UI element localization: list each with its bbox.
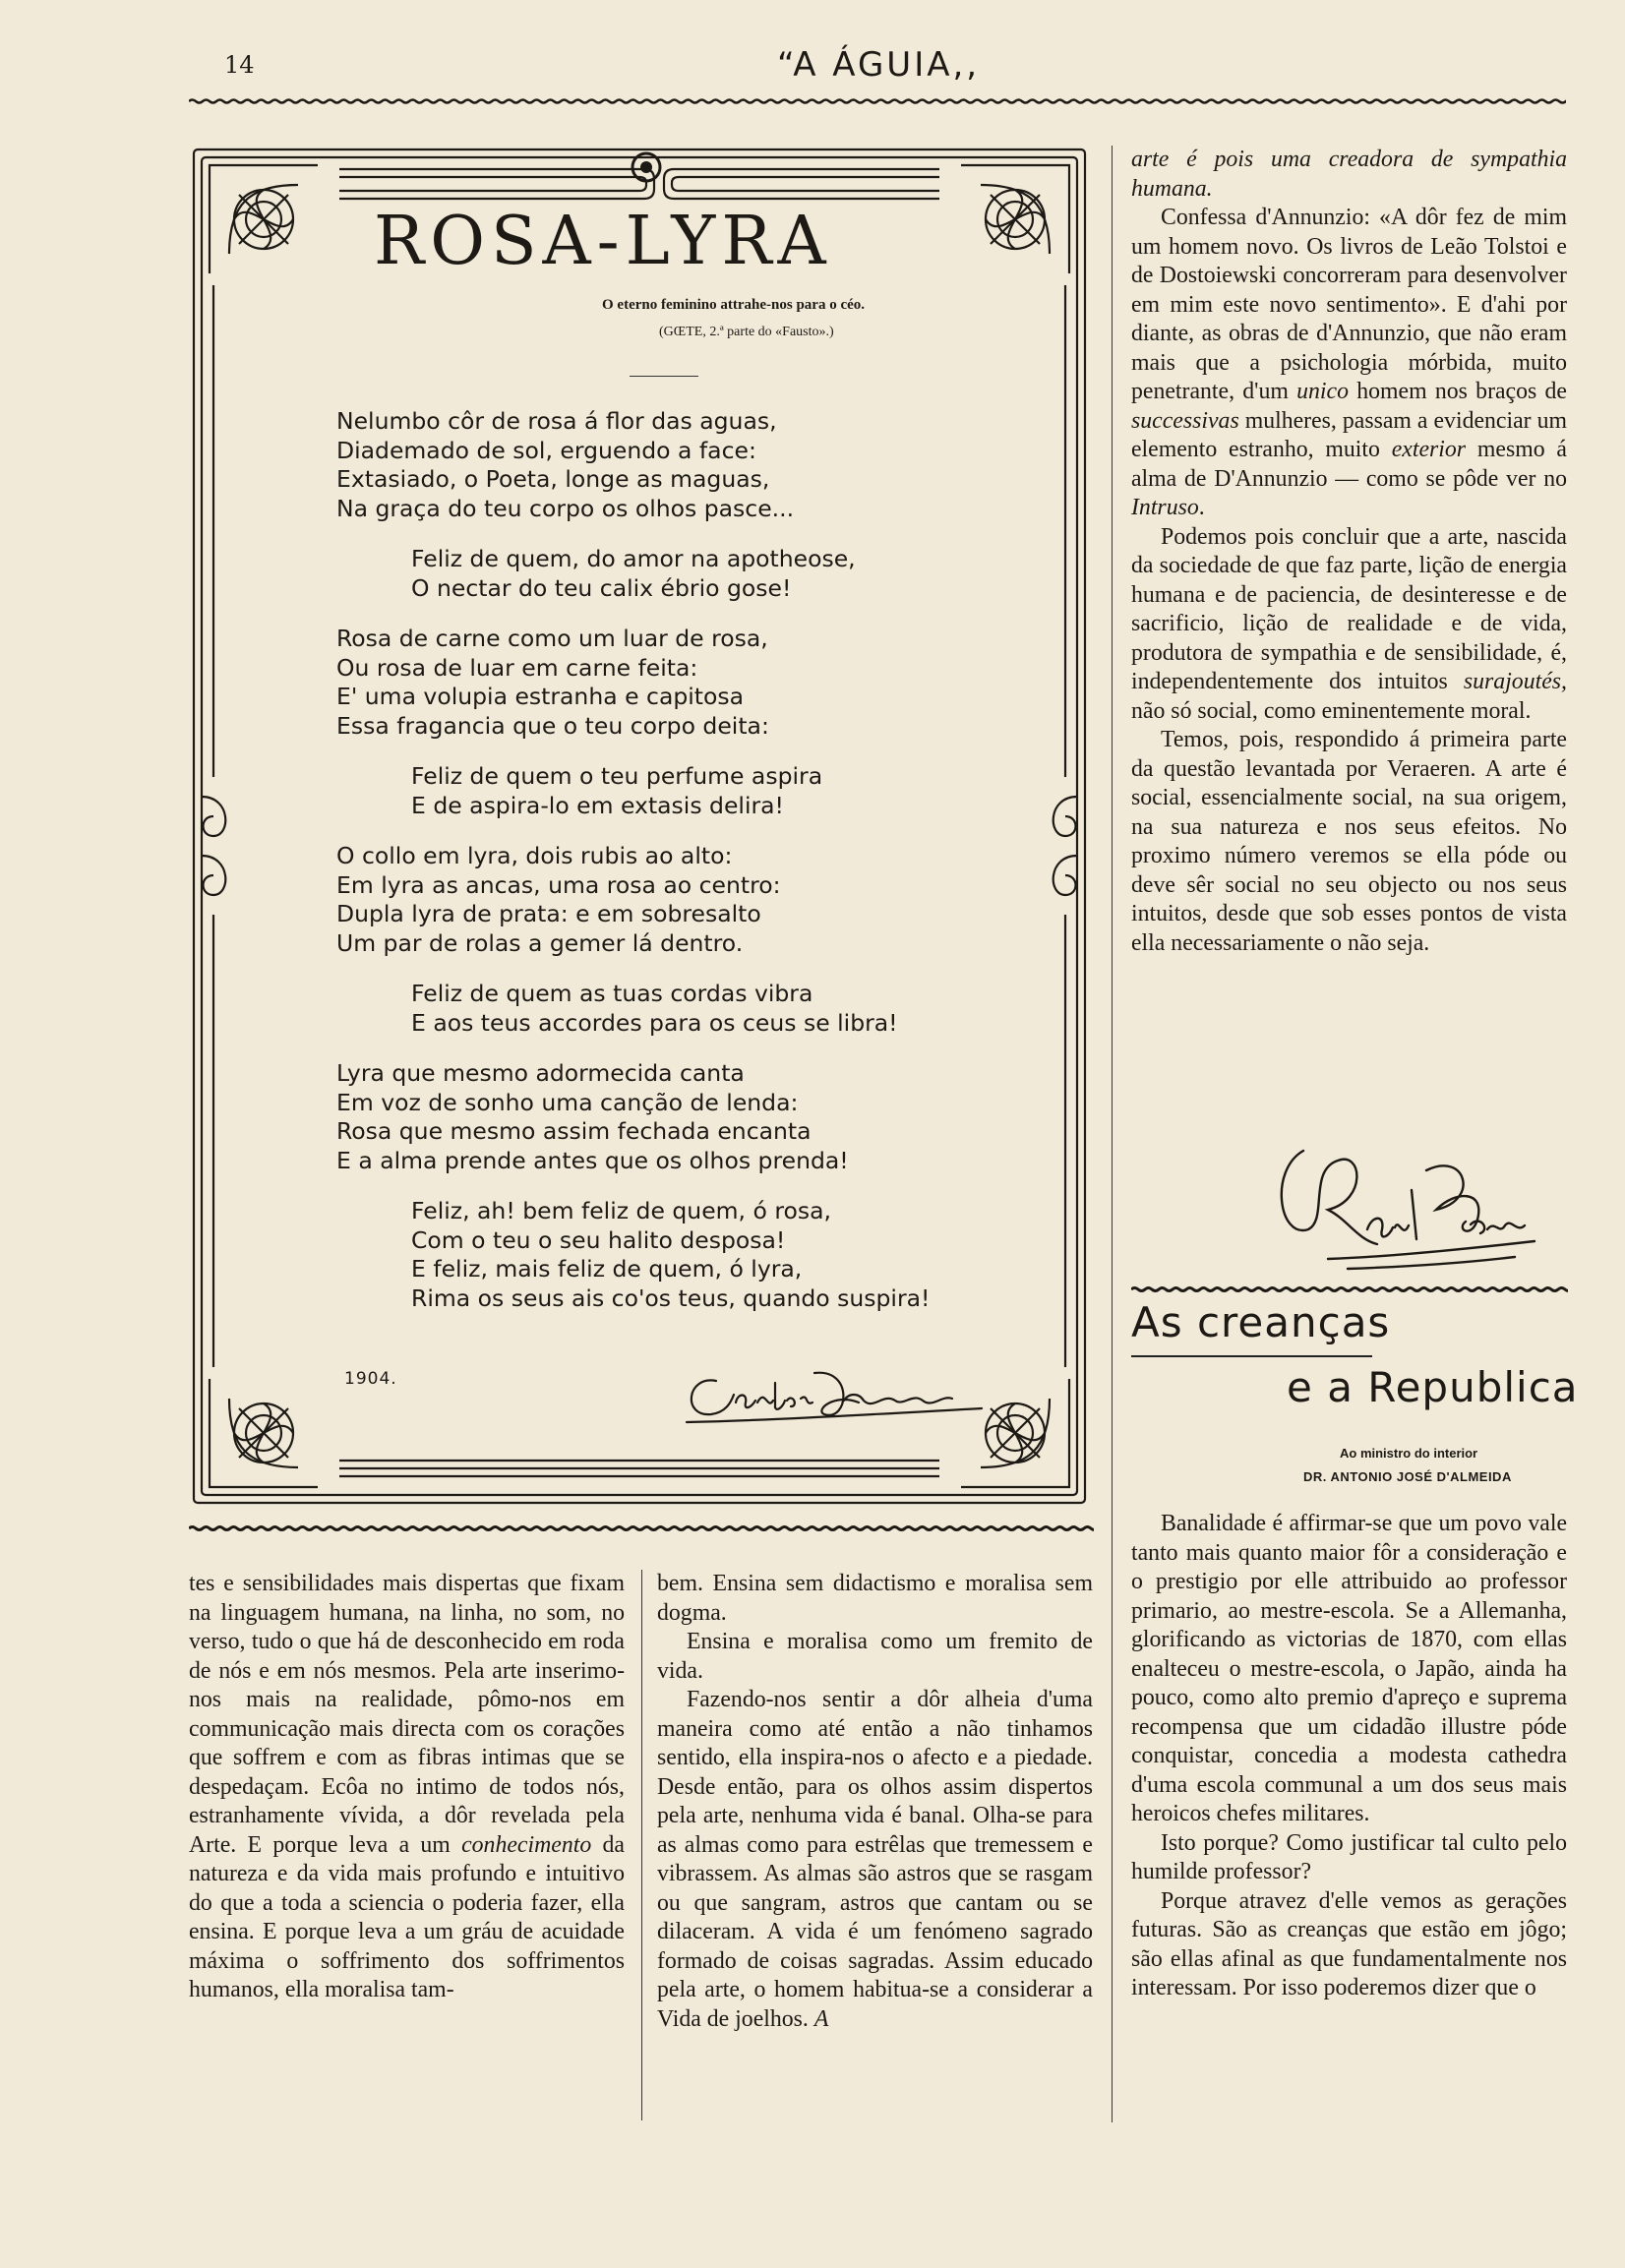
header-wavy-rule: [189, 96, 1566, 106]
poem-refrain: [336, 980, 976, 1038]
paragraph: [1131, 204, 1567, 523]
paragraph: Banalidade é affirmar-se que um povo vale tanto mais quanto maior fôr a consideração e o prestigio por elle attribuido ao professor primario, ao mestre-escola. Se a Allemanha, glorificando as victorias de 1870, com ellas enalteceu o mestre-escola, o Japão, ainda ha pouco, como alto premio d'apreço e suprema recompensa que um cidadão illustre póde conquistar, concedia a modesta cathedra d'uma escola communal a um dos seus mais heroicos chefes militares.: [1131, 1511, 1567, 1826]
text-run: homem nos braços de: [1349, 379, 1567, 404]
italic-text: surajoutés,: [1463, 669, 1567, 694]
italic-text: unico: [1296, 379, 1349, 404]
article-column-left: [189, 1570, 625, 2005]
poem-line: Feliz de quem o teu perfume aspira: [411, 762, 823, 790]
section-heading-line-2: e a Republica: [1287, 1363, 1579, 1411]
italic-text: arte é pois uma creadora de sympathia humana.: [1131, 147, 1567, 202]
poem-line: Feliz de quem as tuas cordas vibra: [411, 980, 813, 1007]
frame-bottom-wavy-rule: [189, 1522, 1094, 1534]
italic-text: conhecimento: [461, 1831, 592, 1858]
poem-line: E aos teus accordes para os ceus se libra!: [411, 1008, 898, 1037]
poem-refrain: [336, 545, 976, 603]
poem-title-rule: [630, 376, 698, 377]
signature-carlos-de-lemos: [677, 1363, 992, 1432]
text-run: tes e sensibilidades mais dispertas que fixam na linguagem humana, na linha, no som, no verso, tudo o que há de desconhecido em roda de nós e em nós mesmos. Pela arte inserimo-nos mais na realidade, pômo-nos em communicação mais directa com os corações que soffrem e com as fibras intimas que se despedaçam. Ecôa no intimo de todos nós, estranhamente vívida, a dôr revelada pela Arte. E porque leva a um: [189, 1571, 625, 1858]
poem-line: E a alma prende antes que os olhos prenda!: [336, 1146, 849, 1174]
poem-line: Nelumbo côr de rosa á flor das aguas,: [336, 407, 777, 435]
poem-stanza: [336, 1059, 976, 1175]
poem-line: O nectar do teu calix ébrio gose!: [411, 573, 792, 602]
text-run: Fazendo-nos sentir a dôr alheia d'uma maneira como até então a não tinhamos sentido, ella inspira-nos o afecto e a piedade. Desde então, para os olhos assim dispertos pela arte, nenhuma vida é banal. Olha-se para as almas como para estrêlas que tremessem e vibrassem. As almas são astros que se rasgam ou que sangram, astros que cantam ou se dilaceram. A vida é um fenómeno sagrado formado de coisas sagradas. Assim educado pela arte, o homem habitua-se a considerar a Vida de joelhos.: [657, 1687, 1093, 2032]
paragraph: Ensina e moralisa como um fremito de vida.: [657, 1629, 1093, 1684]
poem-refrain: [336, 762, 976, 820]
poem-stanza: [336, 407, 976, 523]
text-run: mulheres, passam a evidenciar um elemento estranho, muito: [1131, 407, 1567, 462]
italic-text: A: [813, 2005, 829, 2032]
paragraph: Temos, pois, respondido á primeira parte da questão levantada por Veraeren. A arte é social, essencialmente social, na sua origem, na sua natureza e nos seus efeitos. No proximo número veremos se ella póde ou deve sêr social no seu objecto ou nos seus intuitos, desde que sob esses pontos de vista ella necessariamente o não seja.: [1131, 727, 1567, 956]
paragraph: [189, 1570, 625, 2005]
signature-raul-proenca: [1269, 1131, 1544, 1279]
paragraph: [1131, 146, 1567, 204]
paragraph: [1131, 523, 1567, 727]
paragraph: [657, 1686, 1093, 2034]
text-run: da natureza e da vida mais profundo e intuitivo do que a toda a sciencia o poderia fazer, ella ensina. E porque leva a um gráu de acuidade máxima o soffrimento dos soffrimentos humanos, ella moralisa tam-: [189, 1831, 625, 2002]
poem-line: Em lyra as ancas, uma rosa ao centro:: [336, 870, 781, 899]
dedication-line-2: DR. ANTONIO JOSÉ D'ALMEIDA: [1303, 1469, 1512, 1484]
poem-refrain: [336, 1197, 976, 1313]
poem-line: Dupla lyra de prata: e em sobresalto: [336, 900, 761, 927]
paragraph: Isto porque? Como justificar tal culto pelo humilde professor?: [1131, 1829, 1567, 1884]
poem-line: Um par de rolas a gemer lá dentro.: [336, 928, 744, 957]
running-title: “A ÁGUIA,,: [777, 45, 981, 85]
poem-line: Diademado de sol, erguendo a face:: [336, 436, 756, 464]
poem-line: Rima os seus ais co'os teus, quando suspira!: [411, 1283, 931, 1312]
poem-stanza: [336, 625, 976, 741]
italic-text: Intruso: [1131, 495, 1199, 520]
section-heading-underline: [1131, 1355, 1372, 1357]
column-divider-right: [1112, 146, 1113, 2122]
poem-line: Em voz de sonho uma canção de lenda:: [336, 1088, 799, 1116]
poem-epigraph-source: (GŒTE, 2.ª parte do «Fausto».): [659, 325, 834, 339]
poem-epigraph: O eterno feminino attrahe-nos para o céo.: [602, 297, 866, 313]
dedication-line-1: Ao ministro do interior: [1340, 1446, 1478, 1461]
poem-title: ROSA-LYRA: [374, 203, 832, 280]
poem-line: Lyra que mesmo adormecida canta: [336, 1059, 745, 1087]
rosette-ornament-icon: [627, 148, 666, 187]
text-run: não só social, como eminentemente moral.: [1131, 697, 1532, 724]
poem-line: O collo em lyra, dois rubis ao alto:: [336, 842, 733, 869]
italic-text: successivas: [1131, 407, 1239, 434]
poem-body: [336, 407, 976, 1335]
poem-line: E' uma volupia estranha e capitosa: [336, 683, 745, 710]
italic-text: exterior: [1391, 437, 1467, 462]
text-run: Confessa d'Annunzio: «A dôr fez de mim um homem novo. Os livros de Leão Tolstoi e de Dostoiewski concorreram para desenvolver em mim este novo sentimento». E d'ahi por diante, as obras de d'Annunzio, que não eram mais que a psichologia mórbida, muito penetrante, d'um: [1131, 205, 1567, 404]
text-run: mesmo á alma de D'Annunzio — como se pôde ver no: [1131, 437, 1567, 492]
column-divider-left: [641, 1570, 642, 2120]
poem-line: Ou rosa de luar em carne feita:: [336, 653, 698, 682]
poem-line: Feliz, ah! bem feliz de quem, ó rosa,: [411, 1197, 831, 1224]
poem-line: Essa fragancia que o teu corpo deita:: [336, 711, 769, 740]
poem-line: Extasiado, o Poeta, longe as maguas,: [336, 465, 770, 493]
article-column-right: [1131, 146, 1567, 958]
section-heading-line-1: As creanças: [1131, 1298, 1391, 1346]
poem-line: Com o teu o seu halito desposa!: [411, 1225, 786, 1254]
article-column-middle: [657, 1570, 1093, 2034]
poem-line: E de aspira-lo em extasis delira!: [411, 791, 784, 819]
poem-line: E feliz, mais feliz de quem, ó lyra,: [411, 1255, 803, 1283]
section-wavy-rule: [1131, 1283, 1568, 1295]
poem-year: 1904.: [344, 1369, 397, 1389]
text-run: .: [1198, 495, 1205, 520]
poem-line: Na graça do teu corpo os olhos pasce...: [336, 494, 795, 522]
poem-stanza: [336, 842, 976, 958]
section-body: [1131, 1510, 1567, 2003]
page-number: 14: [224, 51, 255, 79]
paragraph: bem. Ensina sem didactismo e moralisa sem dogma.: [657, 1571, 1093, 1626]
text-run: Podemos pois concluir que a arte, nascida da sociedade de que faz parte, lição de energia humana e de paciencia, de desinteresse e de sacrificio, lição de realidade e de vida, produtora de sympathia e de sensibilidade, é, independentemente dos intuitos: [1131, 523, 1567, 694]
paragraph: Porque atravez d'elle vemos as gerações futuras. São as creanças que estão em jôgo; são ellas afinal as que fundamentalmente nos interessam. Por isso poderemos dizer que o: [1131, 1887, 1567, 2000]
poem-line: Rosa de carne como um luar de rosa,: [336, 625, 768, 652]
poem-line: Rosa que mesmo assim fechada encanta: [336, 1117, 812, 1145]
poem-line: Feliz de quem, do amor na apotheose,: [411, 545, 856, 572]
